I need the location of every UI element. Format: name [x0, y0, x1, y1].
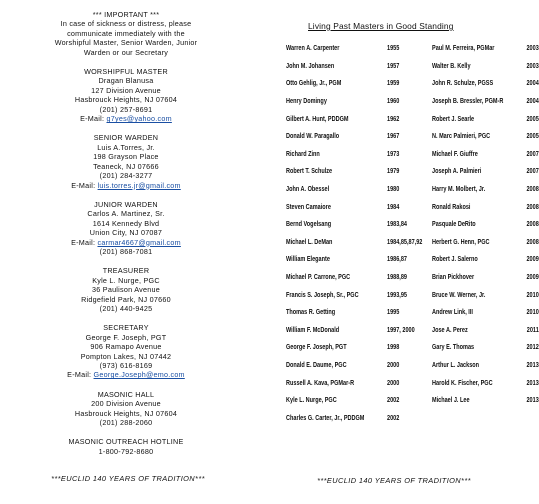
secretary-contact [8, 323, 244, 379]
important-notice [8, 10, 244, 57]
master-year: 1984 [386, 202, 399, 211]
notice-line: Worshipful Master, Senior Warden, Junior [54, 38, 198, 48]
master-year: 2003 [526, 61, 539, 70]
master-name: Paul M. Ferreira, PGMar [431, 44, 495, 53]
contact-city: Hasbrouck Heights, NJ 07604 [74, 408, 178, 418]
master-name: Gilbert A. Hunt, PDDGM [286, 114, 349, 123]
master-name: Thomas R. Getting [286, 308, 336, 317]
master-name: Robert J. Searle [431, 114, 475, 123]
past-master-row [286, 392, 539, 410]
master-name: Harry M. Molbert, Jr. [431, 185, 486, 193]
master-year: 1995 [386, 308, 399, 317]
master-name: Bernd Vogelsang [286, 220, 332, 229]
contact-role: MASONIC OUTREACH HOTLINE [68, 437, 184, 447]
master-year: 1955 [386, 44, 399, 53]
past-master-row [286, 269, 539, 287]
master-year: 2010 [526, 308, 539, 317]
contact-email-line [8, 370, 244, 379]
past-master-row [286, 58, 539, 76]
contact-email-line [8, 238, 244, 247]
contact-city: Ridgefield Park, NJ 07660 [81, 294, 171, 304]
contact-phone: (201) 257-8691 [99, 104, 153, 114]
master-name: Gary E. Thomas [431, 343, 475, 352]
contact-role: WORSHIPFUL MASTER [84, 67, 168, 77]
master-year: 2013 [526, 396, 539, 405]
master-year: 2009 [526, 255, 539, 264]
past-master-row [286, 322, 539, 340]
master-year: 2011 [527, 325, 539, 334]
master-year: 2000 [386, 360, 399, 369]
master-name: Bruce W. Werner, Jr. [431, 290, 486, 299]
master-name: John A. Obessel [286, 185, 330, 193]
contact-address: 906 Ramapo Avenue [90, 342, 162, 352]
master-name: N. Marc Palmieri, PGC [431, 132, 491, 141]
master-name: Charles G. Carter, Jr., PDDGM [286, 413, 365, 422]
master-name: Otto Gehlig, Jr., PGM [286, 79, 342, 88]
master-name: Joseph A. Palmieri [431, 167, 482, 176]
master-name: Warren A. Carpenter [286, 44, 340, 53]
master-name: Michael F. Giuffre [431, 149, 478, 158]
past-master-row [286, 251, 539, 269]
master-year: 1973 [386, 149, 399, 158]
master-year: 1997, 2000 [386, 325, 415, 334]
master-year: 1962 [386, 114, 399, 123]
email-link[interactable]: George.Joseph@emo.com [93, 370, 185, 380]
contact-email-line [8, 181, 244, 190]
master-year: 2008 [526, 220, 539, 229]
master-year: 1957 [386, 61, 399, 70]
past-master-row [286, 304, 539, 322]
past-master-row [286, 146, 539, 164]
email-link[interactable]: g7yes@yahoo.com [106, 114, 172, 124]
master-year: 1983,84 [386, 220, 407, 229]
master-year: 2007 [526, 149, 539, 158]
treasurer-contact [8, 266, 244, 313]
contact-city: Pompton Lakes, NJ 07442 [80, 351, 172, 361]
master-name: Robert J. Salerno [431, 255, 478, 264]
past-master-row [286, 216, 539, 234]
master-year: 1984,85,87,92 [386, 237, 422, 246]
contact-name: Kyle L. Nurge, PGC [92, 275, 160, 285]
master-name: Michael P. Carrone, PGC [286, 272, 351, 281]
contact-role: MASONIC HALL [97, 389, 155, 399]
contact-address: 1614 Kennedy Blvd [92, 218, 160, 228]
master-year: 2013 [526, 360, 539, 369]
master-name: Harold K. Fischer, PGC [431, 378, 493, 387]
master-year [527, 409, 539, 427]
contact-city: Union City, NJ 07087 [89, 228, 163, 238]
contact-name: George F. Joseph, PGT [85, 332, 167, 342]
master-name: Herbert G. Henn, PGC [431, 237, 490, 246]
master-name: William Elegante [286, 255, 330, 264]
senior-warden-contact [8, 133, 244, 189]
master-year: 2008 [526, 202, 539, 211]
contact-phone: 1-800-792-8680 [98, 446, 154, 456]
master-name: Donald E. Daume, PGC [286, 360, 347, 369]
past-master-row [286, 181, 539, 199]
master-year: 2013 [526, 378, 539, 387]
master-name: Henry Domingy [286, 97, 327, 106]
master-name: Joseph B. Bressler, PGM-R [431, 97, 504, 106]
past-master-row [286, 40, 539, 58]
footer-tagline-right: ***EUCLID 140 YEARS OF TRADITION*** [317, 476, 471, 485]
master-name: Ronald Rakosi [431, 202, 471, 211]
master-year: 2002 [386, 396, 399, 405]
master-name: Michael J. Lee [431, 396, 470, 405]
email-link[interactable]: carmar4667@gmail.com [97, 237, 181, 247]
master-name: John M. Johansen [286, 61, 335, 70]
master-name: Pasquale DeRito [431, 220, 476, 229]
worshipful-master-contact [8, 67, 244, 123]
contact-address: 198 Grayson Place [93, 152, 159, 162]
master-year: 1988,89 [386, 272, 407, 281]
contact-address: 200 Division Avenue [91, 399, 161, 409]
notice-line: Warden or our Secretary [83, 47, 169, 57]
master-name: George F. Joseph, PGT [286, 343, 347, 352]
master-year: 2004 [526, 79, 539, 88]
email-link[interactable]: luis.torres.jr@gmail.com [97, 180, 181, 190]
master-year: 1993,95 [386, 290, 407, 299]
contact-role: SENIOR WARDEN [93, 133, 159, 143]
master-name: Arthur L. Jackson [431, 360, 479, 369]
contact-address: 127 Division Avenue [91, 85, 161, 95]
master-year: 1960 [386, 97, 399, 106]
past-master-row [286, 234, 539, 252]
contact-role: SECRETARY [103, 323, 149, 333]
email-label: E-Mail: [80, 114, 105, 124]
contact-role: JUNIOR WARDEN [94, 199, 158, 209]
master-year: 2008 [526, 237, 539, 246]
contact-name: Luis A.Torres, Jr. [97, 142, 155, 152]
master-year: 2004 [526, 97, 539, 106]
master-name: Robert T. Schulze [286, 167, 333, 176]
master-year: 1959 [386, 79, 399, 88]
master-year: 1979 [386, 167, 399, 176]
past-master-row [286, 128, 539, 146]
contact-role: TREASURER [102, 266, 150, 276]
master-year: 1986,87 [386, 255, 407, 264]
contact-name: Dragan Blanusa [98, 76, 154, 86]
master-name [432, 409, 503, 427]
master-year: 2005 [526, 114, 539, 123]
contact-phone: (973) 616-8169 [99, 361, 153, 370]
master-year: 2010 [526, 290, 539, 299]
past-master-row [286, 93, 539, 111]
email-label: E-Mail: [71, 180, 96, 190]
footer-tagline-left: ***EUCLID 140 YEARS OF TRADITION*** [51, 474, 205, 483]
contact-city: Teaneck, NJ 07666 [93, 161, 159, 171]
past-master-row [286, 198, 539, 216]
master-year: 2012 [526, 343, 539, 352]
master-year: 1980 [386, 185, 399, 193]
masonic-hall-contact [8, 390, 244, 428]
past-master-row [286, 75, 539, 93]
master-name: Brian Pickhover [431, 272, 475, 281]
notice-title: *** IMPORTANT *** [92, 10, 160, 19]
master-name: Russell A. Kava, PGMar-R [286, 378, 355, 387]
past-master-row [286, 286, 539, 304]
master-name: John R. Schulze, PGSS [431, 79, 494, 88]
master-year: 2000 [386, 378, 399, 387]
outreach-hotline-contact [8, 437, 244, 456]
master-name: Steven Camaiore [286, 202, 331, 211]
contact-phone: (201) 288-2060 [99, 418, 153, 428]
contact-phone: (201) 440-9425 [99, 303, 153, 313]
contact-phone: (201) 868-7081 [99, 246, 153, 256]
contacts-panel [8, 10, 244, 466]
master-year: 2008 [526, 185, 539, 193]
past-master-row [286, 163, 539, 181]
notice-line: In case of sickness or distress, please [60, 19, 192, 29]
junior-warden-contact [8, 200, 244, 256]
master-name: Kyle L. Nurge, PGC [286, 396, 337, 405]
master-name: Donald W. Paragallo [286, 132, 340, 141]
master-name: Michael L. DeMan [286, 237, 333, 246]
master-year: 2007 [526, 167, 539, 176]
master-name: Richard Zinn [286, 149, 320, 158]
past-master-row [286, 409, 539, 427]
master-year: 2002 [386, 413, 399, 422]
past-master-row [286, 339, 539, 357]
contact-email-line [8, 114, 244, 123]
master-year: 2009 [526, 272, 539, 281]
contact-phone: (201) 284-3277 [99, 171, 153, 181]
contact-city: Hasbrouck Heights, NJ 07604 [74, 95, 178, 105]
past-masters-title: Living Past Masters in Good Standing [308, 21, 454, 31]
contact-address: 36 Paulison Avenue [92, 285, 160, 295]
master-name: Walter B. Kelly [431, 61, 471, 70]
email-label: E-Mail: [67, 370, 92, 380]
master-year: 2005 [526, 132, 539, 141]
master-name: Francis S. Joseph, Sr., PGC [286, 290, 359, 299]
master-year: 1967 [386, 132, 399, 141]
master-name: Andrew Link, III [431, 308, 473, 317]
past-master-row [286, 110, 539, 128]
notice-line: communicate immediately with the [67, 28, 185, 38]
contact-name: Carlos A. Martinez, Sr. [87, 209, 165, 219]
master-name: Jose A. Perez [431, 325, 468, 334]
past-masters-table [286, 40, 539, 427]
master-year: 2003 [526, 44, 539, 53]
past-master-row [286, 374, 539, 392]
email-label: E-Mail: [71, 237, 96, 247]
master-name: William F. McDonald [286, 325, 340, 334]
master-year: 1998 [386, 343, 399, 352]
past-master-row [286, 357, 539, 375]
